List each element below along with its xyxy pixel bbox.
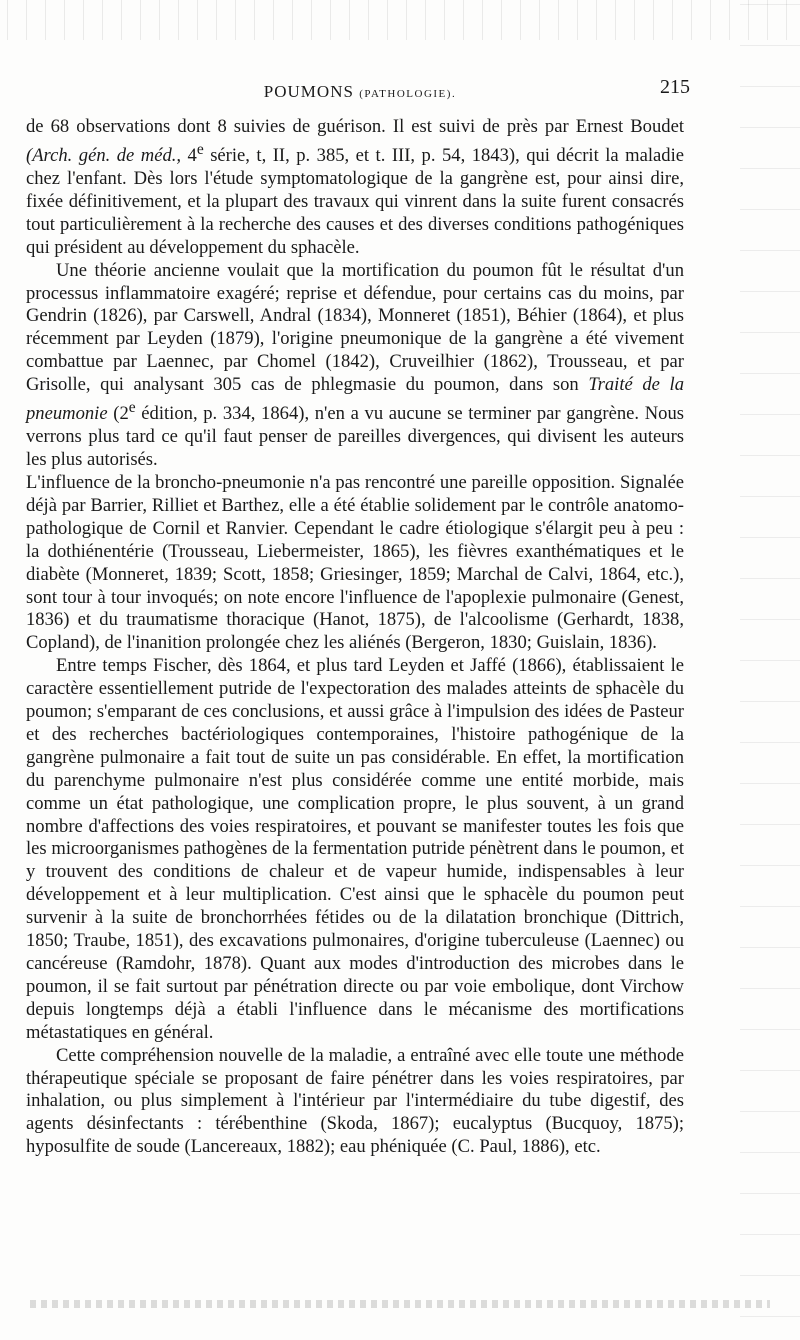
paragraph-2-text-a: Une théorie ancienne voulait que la mortification du poumon fût le résultat d'un processus inflammatoire exagéré; reprise et défendue, pour certains cas du moins, par Gendrin (1826), par Carswell, Andral (1834), Monneret (1851), Béhier (1864), et plus récemment par Leyden (1879), l'origine pneumonique de la gangrène a été vivement combattue par Laennec, par Chomel (1842), Cruveilhier (1862), Trousseau, et par Grisolle, qui analysant 305 cas de phlegmasie du poumon, dans son: [26, 259, 684, 396]
scan-noise-top: [0, 0, 800, 40]
page-number: 215: [660, 76, 690, 98]
running-header: [30, 76, 690, 106]
citation-arch-gen-med: (Arch. gén. de méd.,: [26, 145, 182, 167]
superscript-e: e: [128, 399, 136, 417]
body-text: [26, 116, 684, 1159]
superscript-e: e: [196, 140, 204, 158]
scan-noise-bottom: [30, 1300, 770, 1308]
paragraph-1: [26, 116, 684, 260]
paragraph-1-text-a: de 68 observations dont 8 suivies de guérison. Il est suivi de près par Ernest Boudet: [26, 116, 684, 137]
paragraph-1-text-b: 4: [181, 145, 197, 167]
running-title-main: POUMONS: [263, 82, 360, 101]
paragraph-1-text-c: série, t, II, p. 385, et t. III, p. 54, 1843), qui décrit la maladie chez l'enfant. Dès lors l'étude symptomatologique de la gangrène est, pour ainsi dire, fixée définitivement, et la plupart des travaux qui vinrent dans la suite furent consacrés tout particulièrement à la recherche des causes et des diverses conditions pathogéniques qui président au développement du sphacèle.: [26, 145, 684, 258]
scan-noise-right: [740, 0, 800, 1340]
citation-traite-pneumonie: Traité de la pneumonie: [26, 374, 684, 425]
paragraph-2-text-b: (2: [107, 403, 129, 425]
running-title: [30, 82, 690, 102]
paragraph-4: Entre temps Fischer, dès 1864, et plus tard Leyden et Jaffé (1866), établissaient le caractère essentiellement putride de l'expectoration des malades atteints de sphacèle du poumon; s'emparant de ces conclusions, et aussi grâce à l'impulsion des idées de Pasteur et des recherches bactériologiques contemporaines, l'histoire pathogénique de la gangrène pulmonaire a fait tout de suite un pas considérable. En effet, la mortification du parenchyme pulmonaire n'est plus considérée comme une entité morbide, mais comme un état pathologique, une complication propre, le plus souvent, à un grand nombre d'affections des voies respiratoires, et pouvant se manifester toutes les fois que les microorganismes pathogènes de la fermentation putride pénètrent dans le poumon, et y trouvent des conditions de chaleur et de vapeur humide, indispensables à leur développement et à leur multiplication. C'est ainsi que le sphacèle du poumon peut survenir à la suite de bronchorrhées fétides ou de la dilatation bronchique (Dittrich, 1850; Traube, 1851), des excavations pulmonaires, d'origine tuberculeuse (Laennec) ou cancéreuse (Ramdohr, 1878). Quant aux modes d'introduction des microbes dans le poumon, il se fait surtout par pénétration directe ou par voie embolique, dont Virchow depuis longtemps déjà a établi l'influence dans le mécanisme des mortifications métastatiques en général.: [26, 655, 684, 1043]
running-title-sub: (PATHOLOGIE).: [359, 88, 457, 100]
paragraph-3: L'influence de la broncho-pneumonie n'a pas rencontré une pareille opposition. Signalée déjà par Barrier, Rilliet et Barthez, elle a été établie solidement par le contrôle anatomo-pathologique de Cornil et Ranvier. Cependant le cadre étiologique s'élargit peu à peu : la dothiénentérie (Trousseau, Liebermeister, 1865), les fièvres exanthématiques et le diabète (Monneret, 1839; Scott, 1858; Griesinger, 1859; Marchal de Calvi, 1864, etc.), sont tour à tour invoqués; on note encore l'influence de l'apoplexie pulmonaire (Genest, 1836) et du traumatisme thoracique (Hanot, 1875), de l'alcoolisme (Gerhardt, 1838, Copland), de l'inanition prolongée chez les aliénés (Bergeron, 1830; Guislain, 1836).: [26, 471, 684, 654]
paragraph-5: Cette compréhension nouvelle de la maladie, a entraîné avec elle toute une méthode thérapeutique spéciale se proposant de faire pénétrer dans les voies respiratoires, par inhalation, ou plus simplement à l'intérieur par l'intermédiaire du tube digestif, des agents désinfectants : térébenthine (Skoda, 1867); eucalyptus (Bucquoy, 1875); hyposulfite de soude (Lancereaux, 1882); eau phéniquée (C. Paul, 1886), etc.: [26, 1044, 684, 1158]
paragraph-2: [26, 260, 684, 472]
paragraph-2-text-c: édition, p. 334, 1864), n'en a vu aucune se terminer par gangrène. Nous verrons plus tard ce qu'il faut penser de pareilles divergences, qui divisent les auteurs les plus autorisés.: [26, 403, 684, 471]
